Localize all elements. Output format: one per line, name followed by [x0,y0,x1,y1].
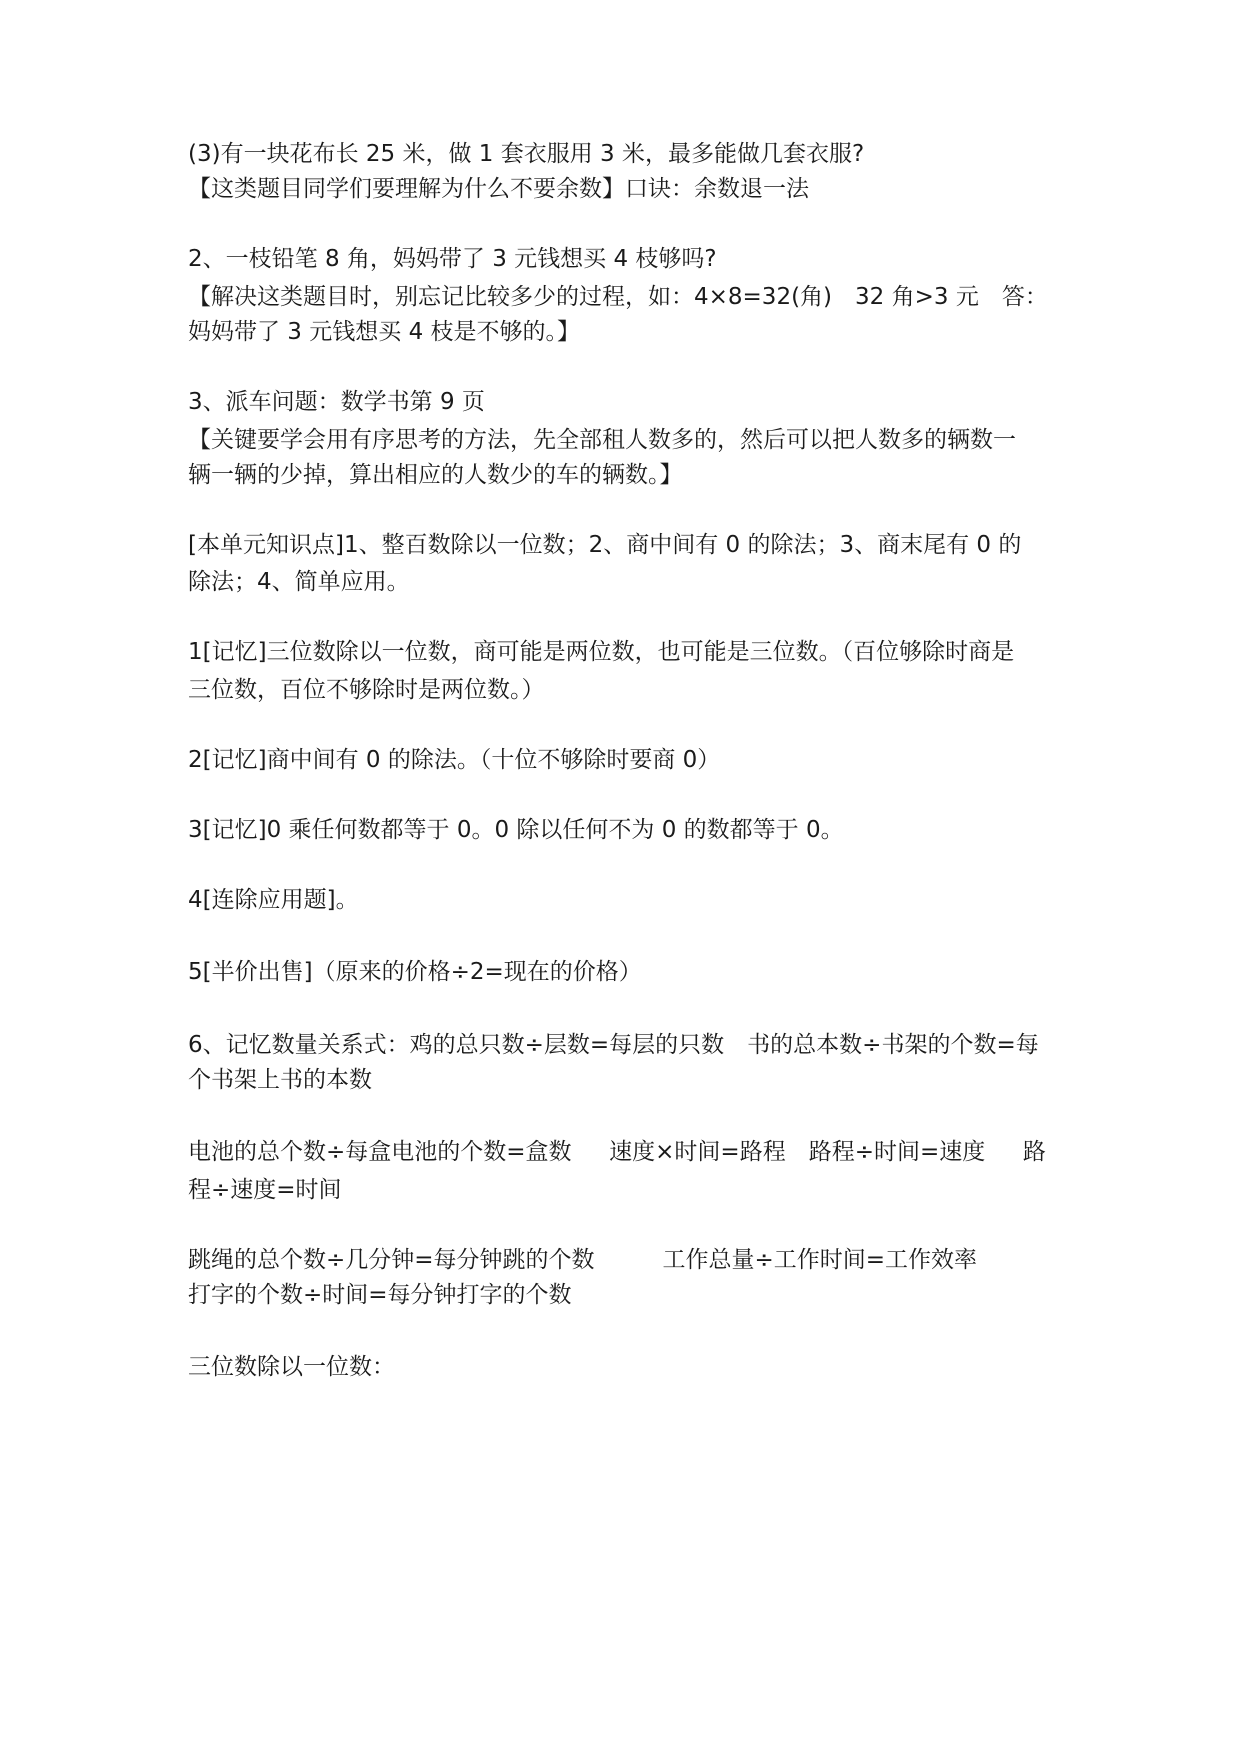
text-line: 3、派车问题：数学书第 9 页 [188,389,485,415]
text-line: 3[记忆]0 乘任何数都等于 0。0 除以任何不为 0 的数都等于 0。 [188,817,844,843]
text-line: 5[半价出售]（原来的价格÷2=现在的价格） [188,959,642,985]
text-line: 6、记忆数量关系式：鸡的总只数÷层数=每层的只数 书的总本数÷书架的个数=每 [188,1032,1039,1058]
text-line: 三位数，百位不够除时是两位数。） [188,677,545,703]
text-line: [本单元知识点]1、整百数除以一位数；2、商中间有 0 的除法；3、商末尾有 0 的 [188,532,1022,558]
text-line: 【关键要学会用有序思考的方法，先全部租人数多的，然后可以把人数多的辆数一 [188,427,1016,453]
text-line: 三位数除以一位数： [188,1354,395,1380]
text-line: 2[记忆]商中间有 0 的除法。（十位不够除时要商 0） [188,747,721,773]
text-line: (3)有一块花布长 25 米，做 1 套衣服用 3 米，最多能做几套衣服? [188,141,865,167]
text-line: 辆一辆的少掉，算出相应的人数少的车的辆数。】 [188,462,683,488]
text-line: 程÷速度=时间 [188,1177,342,1203]
text-line: 电池的总个数÷每盒电池的个数=盒数 速度×时间=路程 路程÷时间=速度 路 [188,1139,1046,1165]
text-line: 2、一枝铅笔 8 角，妈妈带了 3 元钱想买 4 枝够吗? [188,246,717,272]
text-line: 除法；4、简单应用。 [188,569,410,595]
text-line: 1[记忆]三位数除以一位数，商可能是两位数，也可能是三位数。（百位够除时商是 [188,639,1015,665]
text-line: 妈妈带了 3 元钱想买 4 枝是不够的。】 [188,319,581,345]
text-line: 【解决这类题目时，别忘记比较多少的过程，如：4×8=32(角) 32 角>3 元 答： [188,284,1048,310]
text-line: 4[连除应用题]。 [188,887,359,913]
text-line: 打字的个数÷时间=每分钟打字的个数 [188,1282,572,1308]
text-line: 个书架上书的本数 [188,1067,372,1093]
text-line: 【这类题目同学们要理解为什么不要余数】口诀：余数退一法 [188,176,809,202]
text-line: 跳绳的总个数÷几分钟=每分钟跳的个数 工作总量÷工作时间=工作效率 [188,1247,978,1273]
